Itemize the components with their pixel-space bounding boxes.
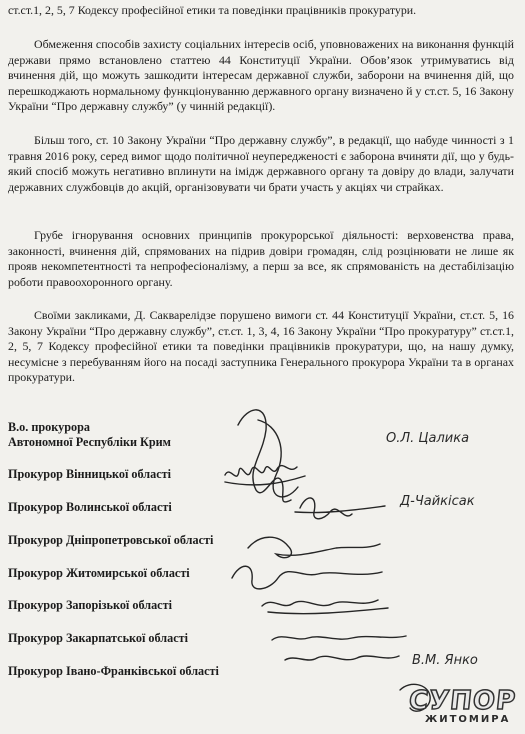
paragraph-principles: Грубе ігнорування основних принципів прокурорської діяльності: верховенства права, законності, вчинення дій, спрямованих на підрив довіри громадян, слід розцінювати не лише як прояв некомпетентності та непрофесіоналізму, а перш за все, як спрямованість на дестабілізацію роботи правоохоронного органу.: [8, 228, 514, 289]
paragraph-article-10: Більш того, ст. 10 Закону України “Про державну службу”, в редакції, що набуде чинності з 1 травня 2016 року, серед вимог щодо політичної неупередженості є заборона вчиняти дії, що у будь-який спосіб можуть негативно вплинути на імідж державного органу та довіру до влади, залучати державних службовців до акцій, організовувати чи брати участь у акціях чи страйках.: [8, 133, 514, 194]
paragraph-continuation: ст.ст.1, 2, 5, 7 Кодексу професійної етики та поведінки працівників прокуратури.: [8, 3, 417, 17]
signatory-zakarpattia: Прокурор Закарпатської області: [8, 631, 189, 645]
signature-zaporizhzhia: [262, 600, 388, 614]
signature-text-crimea: О.Л. Цалика: [386, 431, 470, 446]
signature-zakarpattia: [272, 636, 406, 640]
signatory-ivano-frankivsk: Прокурор Івано-Франківської області: [8, 664, 219, 678]
signature-text-volyn: Д-Чайкісак: [400, 494, 475, 509]
signatory-zhytomyr: Прокурор Житомирської області: [8, 566, 190, 580]
signature-vinnytsia: [225, 466, 305, 485]
signatory-dnipro: Прокурор Дніпропетровської області: [8, 533, 214, 547]
signatory-crimea: [8, 420, 171, 450]
signatory-vinnytsia: Прокурор Вінницької області: [8, 467, 172, 481]
watermark-logo: [395, 686, 521, 732]
signature-text-ivano-frankivsk: В.М. Янко: [412, 653, 478, 668]
signature-dnipro: [248, 537, 380, 557]
signature-zhytomyr: [232, 566, 382, 589]
signature-crimea-2: [258, 420, 298, 497]
signatory-zaporizhzhia: Прокурор Запорізької області: [8, 598, 172, 612]
signatory-title: В.о. прокурора: [8, 420, 90, 434]
signatory-volyn: Прокурор Волинської області: [8, 500, 172, 514]
paragraph-conclusion: Своїми закликами, Д. Сакварелідзе порушено вимоги ст. 44 Конституції України, ст.ст. 5, 16 Закону України “Про державну службу”, ст.ст. 1, 3, 4, 16 Закону України “Про прокуратуру” ст.ст.1, 2, 5, 7 Кодексу професійної етики та поведінки працівників прокуратури, що, на нашу думку, несумісне з перебуванням його на посаді заступника Генерального прокурора України та в органах прокуратури.: [8, 308, 514, 384]
signature-volyn: [295, 498, 385, 519]
signatory-region: Автономної Республіки Крим: [8, 435, 171, 449]
signature-ivano-frankivsk-scribble: [285, 656, 399, 660]
watermark-subtitle: ЖИТОМИРА: [425, 714, 511, 725]
signature-crimea-1: [238, 410, 291, 502]
paragraph-article-44: Обмеження способів захисту соціальних інтересів осіб, уповноважених на виконання функцій держави прямо встановлено статтею 44 Конституції України. Обов’язок утримуватись від вчинення дій, що можуть зашкодити інтересам державної служби, заборони на вчинення дій, що перешкоджають нормальному функціонуванню державного органу визначено й у ст.ст. 5, 16 Закону України “Про державну службу” (у чинній редакції).: [8, 37, 514, 113]
watermark-word: СУПОР: [407, 686, 518, 716]
